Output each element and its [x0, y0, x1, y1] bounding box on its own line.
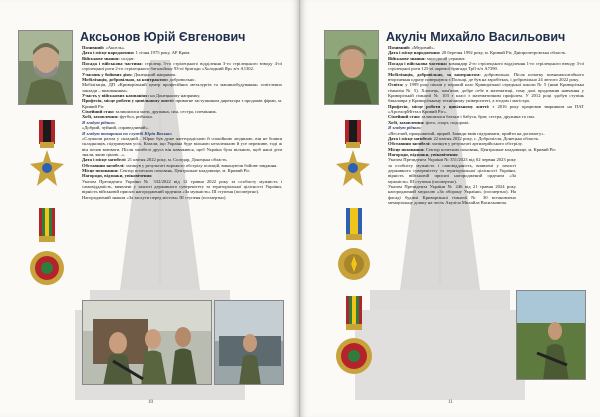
field-value: добровольно. Після початку повномасштабного вторгнення одразу повернувся з Польщі, де був на заробітках, і добровільно 24 лютого 2022 року.: [388, 71, 584, 83]
field-value: на Донецькому напрямку.: [150, 93, 201, 99]
story-heading: Я згадую товариша по службі Юрія Васьки:: [82, 130, 173, 136]
field-value: Сектор почесних поховань, Центральне кладовище, м. Кривий Ріг.: [119, 167, 251, 173]
field-value: 20 березня 1992 року, м. Кривий Ріг, Дніпропетровська область.: [441, 50, 567, 56]
soldier-by-vehicle-photo: [214, 300, 284, 385]
field-label: Місце поховання:: [388, 146, 426, 152]
field-label: Хобі, захоплення:: [388, 119, 426, 125]
quote-text: «Добрий, чуйний, справедливий».: [82, 125, 149, 131]
biography-text: [82, 45, 282, 200]
field-label: Дата і місце загибелі:: [388, 135, 434, 141]
field-label: Освіта:: [388, 82, 406, 88]
field-value: загинув у результаті ворожого обстрілу позицій, виконуючи бойове завдання.: [125, 162, 278, 168]
field-label: Дата і місце народження:: [388, 50, 442, 56]
field-value: загинув у результаті артилерійського обстрілу.: [431, 141, 523, 147]
field-value: «Аксель».: [105, 45, 126, 50]
defense-of-ukraine-medal: [336, 208, 372, 290]
field-value: футбол, рибалка.: [119, 114, 153, 120]
field-label: Посада і військова частина:: [388, 61, 449, 67]
page-number: 11: [448, 400, 453, 405]
field-value: з 2016 року працював зварником на ПАТ «АрселорМіттал Кривий Ріг».: [388, 103, 585, 115]
awards-heading: Нагороди, відзнаки, увіковічення: [388, 151, 458, 157]
portrait-photo: [18, 30, 73, 105]
field-label: Сімейний стан:: [388, 114, 422, 120]
field-label: Участь у військових кампаніях:: [82, 93, 151, 99]
field-value: 21 квітня 2022 року, м. Соледар, Донецька область.: [127, 157, 228, 163]
field-label: Учасник у бойових діях:: [82, 71, 134, 77]
order-for-courage-medal: [30, 120, 64, 200]
combat-photo-group: [82, 300, 212, 385]
field-label: Мобілізація, добровільно, за контрактом:: [82, 77, 170, 83]
field-label: Професія, місце роботи у цивільному житті:: [82, 98, 176, 104]
field-label: Обставини загибелі:: [82, 162, 126, 168]
field-label: Посада і військова частина:: [82, 61, 145, 67]
field-value: Сектор почесних поховань, Центральне кладовище, м. Кривий Ріг.: [425, 146, 557, 152]
field-value: молодший сержант.: [426, 55, 466, 61]
awards-heading: Нагороди, відзнаки, увіковічення: [82, 173, 152, 179]
field-value: фото, спорт, подорожі.: [425, 119, 470, 125]
soldier-name: Аксьонов Юрій Євгенович: [80, 30, 246, 44]
biography-text: [388, 45, 584, 205]
story-text: «Служили разом у складній... Юрко був дуже життєрадісною й спокійною людиною, він не боявся складнощів, підтримував усіх. Казали, що Україна буде вільною незалежною й усе переживе, тоді ж він почав воювати. Після загибелі друга він наважився, щоб Україна була вільною, щоб наші діти знали, якою ціною...».: [82, 135, 282, 157]
awards-text-2: Указом Президента України № 246 від 21 травня 2024 року нагороджений медаллю «За оборону України» (посмертно). На фасаді будівлі Криворізької гімназії № 30 встановлено меморіальну дошку на честь Акуліча Михайла Васильовича.: [388, 183, 516, 205]
field-value: у 1999 році пішов у перший клас Криворізької середньої школи № 5 (нині Криворізька гімназія № 5). Хлопець, пам'ятав, добре себе в математиці, тому далі продовжив навчання у Криворізькій гімназії № 103 з класі з математичним профілем. У 2012 році здобув ступінь бакалавра у Криворізькому технічному університеті, а згодом і магістра.: [388, 82, 584, 104]
field-value: солдат.: [120, 55, 135, 61]
field-value: стрілець 3-го стрілецького відділення 3-го стрілецького взводу 4-ої стрілецької роти 2-го стрілецького батальйону 93-ої бригади «Холодний Яр» в/ч А1302.: [82, 61, 282, 72]
page-number: 10: [148, 400, 153, 405]
field-label: Військове звання:: [388, 55, 427, 61]
field-value: приватне заступником директора з продажів фірми, м. Кривий Ріг.: [82, 98, 282, 109]
field-label: Сімейний стан:: [82, 109, 116, 115]
field-value: «Медовий».: [411, 45, 435, 50]
field-label: Дата і місце загибелі:: [82, 157, 128, 163]
quote-heading: Я згадую рідних:: [82, 119, 116, 125]
awards-text-2: Нагороджений знаком «За заслуги перед містом» III ступеня (посмертно).: [82, 194, 227, 200]
city-merit-badge: [334, 296, 374, 386]
field-value: 1 січня 1975 року, АР Крим.: [135, 50, 191, 56]
field-label: Мобілізація, добровільно, за контрактом:: [388, 71, 485, 77]
awards-text: Указом Президента України № 351/2023 від 02 червня 2023 року за особисту мужність і самовідданість, виявлені у захисті державного суверенітету та територіальної цілісності України, вірність військовій присязі нагороджений орденом «За мужність» III ступеня (посмертно).: [388, 157, 516, 184]
field-value: командир 2-го стрілецького відділення 1-го стрілецького взводу 3-ої стрілецької роти 125-ої окремої бригади ТрО в/ч А7390.: [388, 61, 584, 72]
awards-text: Указом Президента України № 332/2022 від 12 травня 2022 року за особисту мужність і самовідданість, виявлені у захисті державного суверенітету та територіальної цілісності України, вірність військовій присязі нагороджений орденом «За мужність» III ступеня (посмертно).: [82, 178, 282, 195]
field-value: 22 квітня 2022 року, с. Добропілля, Донецька область.: [433, 135, 540, 141]
field-value: Донецький напрямок.: [133, 71, 177, 77]
order-for-courage-medal: [336, 120, 370, 200]
field-label: Місце поховання:: [82, 167, 120, 173]
field-value: Мобілізація, ДП «Криворізький центр професійних металургів та машинобудування» освітлених заклади – вихованням».: [82, 82, 282, 93]
field-value: добровольно.: [169, 77, 196, 83]
quote-heading: Я згадую рідних:: [388, 125, 422, 131]
soldier-in-field-photo: [516, 290, 586, 380]
field-label: Військове звання:: [82, 55, 121, 61]
field-label: Професія, місце роботи у цивільному житті:: [388, 103, 493, 109]
field-value: залишилися батьки і бабуся, брат, сестра, дружина та син.: [421, 114, 536, 120]
field-label: Обставини загибелі:: [388, 141, 432, 147]
field-label: Позивний:: [82, 45, 106, 50]
field-label: Позивний:: [388, 45, 412, 50]
field-label: Дата і місце народження:: [82, 50, 136, 56]
quote-text: «Веселий, працьовитий, щирий. Завжди вмів підтримати, прийти на допомогу».: [388, 130, 545, 136]
field-label: Хобі, захоплення:: [82, 114, 120, 120]
portrait-photo: [324, 30, 379, 105]
city-merit-badge: [28, 208, 66, 298]
field-value: залишилися мати, дружина, син, сестра, племінник.: [115, 109, 217, 115]
soldier-name: Акуліч Михайло Васильович: [386, 30, 566, 44]
